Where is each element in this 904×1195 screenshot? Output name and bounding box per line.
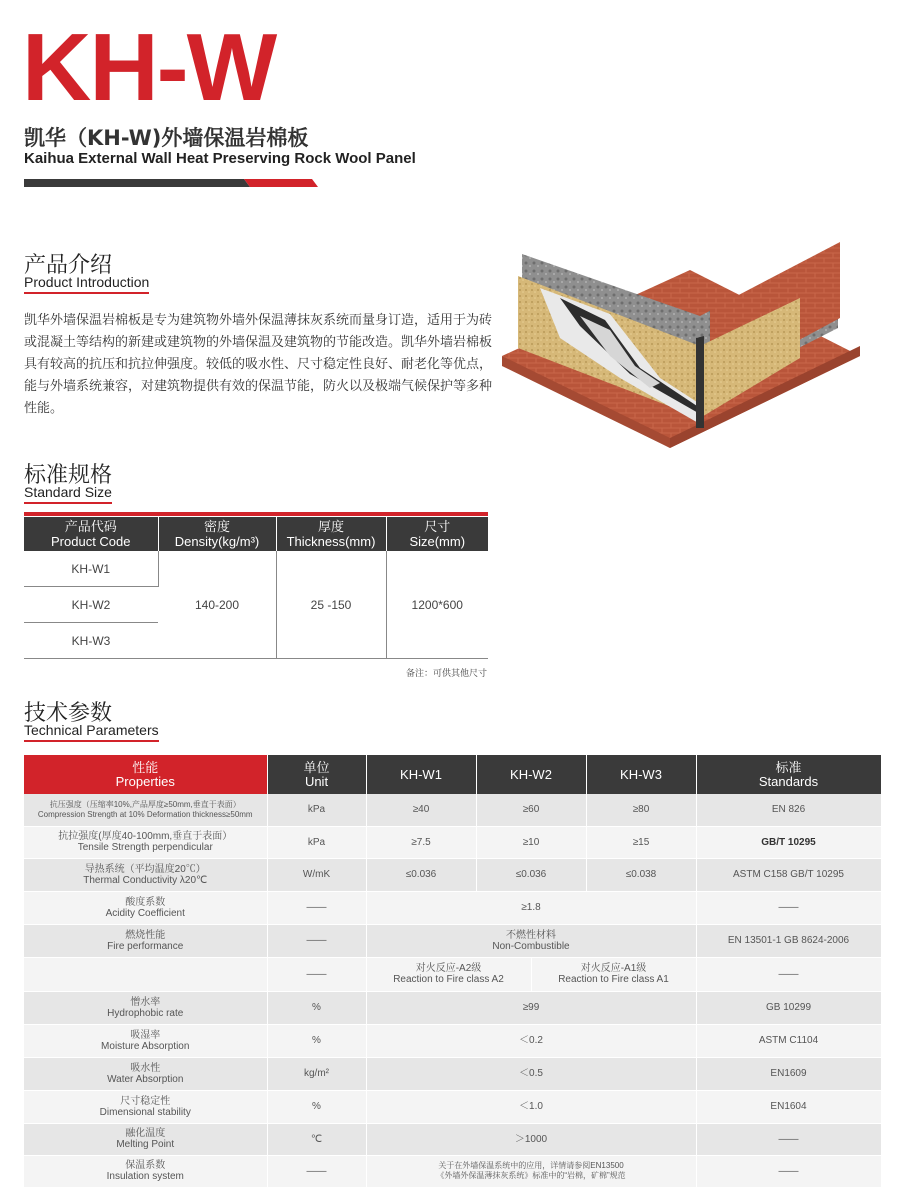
product-title-cn: 凯华（KH-W)外墙保温岩棉板	[24, 126, 309, 150]
standard-cell: ASTM C158 GB/T 10295	[696, 858, 881, 891]
w1-cell: ≥40	[366, 794, 476, 826]
w2-cell: ≥60	[476, 794, 586, 826]
fire-class-cell	[366, 957, 696, 991]
property-cell: 吸湿率 Moisture Absorption	[24, 1024, 267, 1057]
tech-heading-cn: 技术参数	[24, 701, 113, 726]
thickness-cell: 25 -150	[276, 551, 386, 659]
product-code-cell: KH-W1	[24, 551, 158, 587]
standard-cell: ——	[696, 957, 881, 991]
fire-class-a2: 对火反应-A2级 Reaction to Fire class A2	[367, 958, 532, 991]
unit-cell: W/mK	[267, 858, 366, 891]
title-underline-bar	[24, 172, 320, 180]
standard-cell: EN 13501-1 GB 8624-2006	[696, 924, 881, 957]
property-cell	[24, 957, 267, 991]
dimension-cell: 1200*600	[386, 551, 488, 659]
tech-header-standards: 标准 Standards	[696, 755, 881, 794]
size-note: 备注：可供其他尺寸	[405, 669, 487, 679]
product-code-cell: KH-W3	[24, 623, 158, 659]
standard-cell: ——	[696, 1155, 881, 1187]
unit-cell: ——	[267, 1155, 366, 1187]
standard-cell: EN1604	[696, 1090, 881, 1123]
property-cell: 抗压强度（压缩率10%,产品厚度≥50mm,垂直于表面） Compression Strength at 10% Deformation thickness≥50mm	[24, 794, 267, 826]
value-cell: ≥99	[366, 991, 696, 1024]
unit-cell: ℃	[267, 1123, 366, 1155]
unit-cell: ——	[267, 891, 366, 924]
product-title-en: Kaihua External Wall Heat Preserving Rock Wool Panel	[24, 150, 416, 167]
w2-cell: ≤0.036	[476, 858, 586, 891]
tech-header-properties: 性能 Properties	[24, 755, 267, 794]
property-cell: 酸度系数 Acidity Coefficient	[24, 891, 267, 924]
standard-cell: ASTM C1104	[696, 1024, 881, 1057]
size-header-size: 尺寸 Size(mm)	[386, 517, 488, 551]
size-header-code: 产品代码 Product Code	[24, 517, 158, 551]
table-row	[24, 991, 881, 1024]
tech-header-w1: KH-W1	[366, 755, 476, 794]
value-cell: ＜0.5	[366, 1057, 696, 1090]
unit-cell: %	[267, 1024, 366, 1057]
w3-cell: ≥80	[586, 794, 696, 826]
technical-parameters-table	[24, 755, 882, 1188]
unit-cell: kg/m²	[267, 1057, 366, 1090]
standard-size-table	[24, 517, 488, 659]
table-row	[24, 957, 881, 991]
table-row	[24, 858, 881, 891]
table-row	[24, 1155, 881, 1187]
standard-cell: GB 10299	[696, 991, 881, 1024]
unit-cell: %	[267, 991, 366, 1024]
brand-title: KH-W	[22, 14, 276, 121]
value-cell: 关于在外墙保温系统中的应用，详情请参阅EN13500 《外墙外保温薄抹灰系统》标准中的“岩棉，矿棉”规范	[366, 1155, 696, 1187]
wall-system-illustration	[500, 228, 862, 450]
unit-cell: ——	[267, 924, 366, 957]
table-row	[24, 794, 881, 826]
intro-heading-en: Product Introduction	[24, 274, 149, 294]
value-cell: ＜1.0	[366, 1090, 696, 1123]
table-row	[24, 924, 881, 957]
w3-cell: ≥15	[586, 826, 696, 858]
property-cell: 吸水性 Water Absorption	[24, 1057, 267, 1090]
unit-cell: kPa	[267, 794, 366, 826]
tech-header-unit: 单位 Unit	[267, 755, 366, 794]
table-row	[24, 1123, 881, 1155]
property-cell: 尺寸稳定性 Dimensional stability	[24, 1090, 267, 1123]
standard-cell: EN 826	[696, 794, 881, 826]
size-table-underline	[24, 512, 488, 516]
table-row	[24, 826, 881, 858]
value-cell: ＞1000	[366, 1123, 696, 1155]
w2-cell: ≥10	[476, 826, 586, 858]
standard-cell: GB/T 10295	[696, 826, 881, 858]
table-row	[24, 1057, 881, 1090]
unit-cell: %	[267, 1090, 366, 1123]
w1-cell: ≥7.5	[366, 826, 476, 858]
fire-class-a1: 对火反应-A1级 Reaction to Fire class A1	[558, 963, 669, 985]
standard-cell: EN1609	[696, 1057, 881, 1090]
unit-cell: kPa	[267, 826, 366, 858]
tech-header-w2: KH-W2	[476, 755, 586, 794]
standard-cell: ——	[696, 891, 881, 924]
tech-heading-en: Technical Parameters	[24, 722, 159, 742]
product-code-cell: KH-W2	[24, 587, 158, 623]
density-cell: 140-200	[158, 551, 276, 659]
property-cell: 憎水率 Hydrophobic rate	[24, 991, 267, 1024]
table-row	[24, 551, 488, 587]
unit-cell: ——	[267, 957, 366, 991]
w3-cell: ≤0.038	[586, 858, 696, 891]
size-heading-en: Standard Size	[24, 484, 112, 504]
w1-cell: ≤0.036	[366, 858, 476, 891]
value-cell: 不燃性材料 Non-Combustible	[366, 924, 696, 957]
tech-header-w3: KH-W3	[586, 755, 696, 794]
property-cell: 抗拉强度(厚度40-100mm,垂直于表面） Tensile Strength perpendicular	[24, 826, 267, 858]
table-row	[24, 1090, 881, 1123]
table-row	[24, 891, 881, 924]
size-header-density: 密度 Density(kg/m³)	[158, 517, 276, 551]
intro-heading-cn: 产品介绍	[24, 253, 113, 278]
property-cell: 融化温度 Melting Point	[24, 1123, 267, 1155]
property-cell: 导热系统（平均温度20℃） Thermal Conductivity λ20℃	[24, 858, 267, 891]
intro-paragraph: 凯华外墙保温岩棉板是专为建筑物外墙外保温薄抹灰系统而量身订造，适用于为砖或混凝土等结构的新建或建筑物的外墙保温及建筑物的节能改造。凯华外墙岩棉板具有较高的抗压和抗拉伸强度。较低的吸水性、尺寸稳定性良好、耐老化等优点，能与外墙系统兼容，对建筑物提供有效的保温节能，防火以及极端气候保护等多种性能。	[24, 313, 493, 416]
table-row	[24, 1024, 881, 1057]
size-heading-cn: 标准规格	[24, 463, 113, 488]
value-cell: ≥1.8	[366, 891, 696, 924]
standard-cell: ——	[696, 1123, 881, 1155]
property-cell: 燃烧性能 Fire performance	[24, 924, 267, 957]
value-cell: ＜0.2	[366, 1024, 696, 1057]
property-cell: 保温系数 Insulation system	[24, 1155, 267, 1187]
size-header-thickness: 厚度 Thickness(mm)	[276, 517, 386, 551]
